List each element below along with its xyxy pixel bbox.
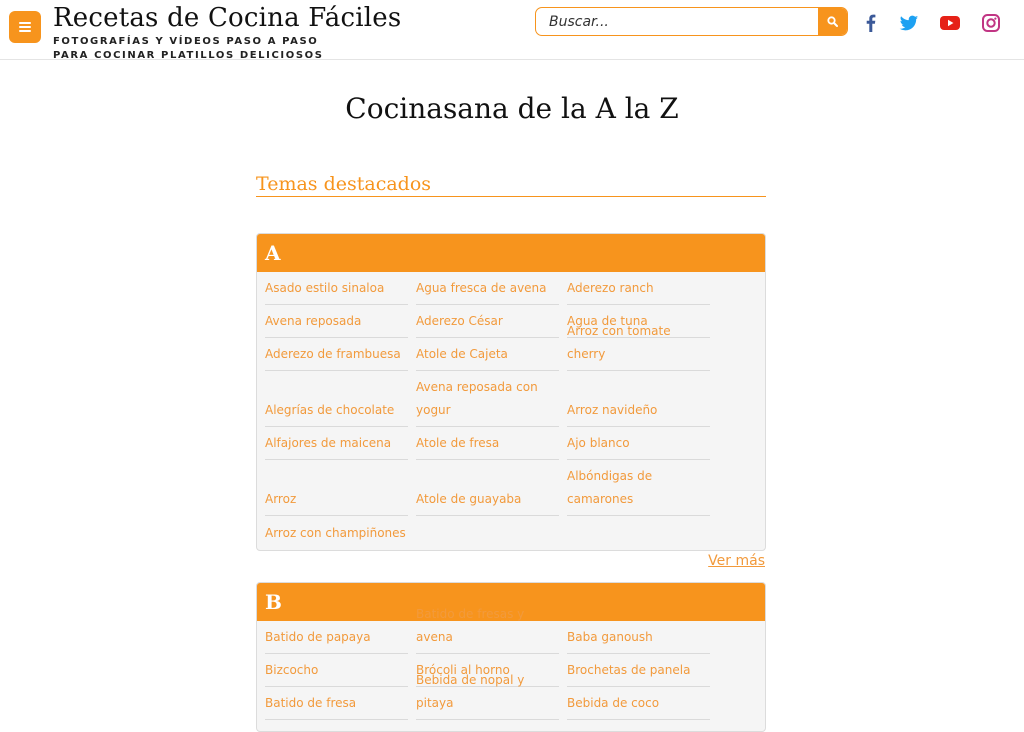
hamburger-icon [19, 22, 31, 24]
recipe-link[interactable]: Alegrías de chocolate [265, 371, 408, 427]
recipe-link[interactable]: Atole de guayaba [416, 460, 559, 516]
section-b-card [256, 582, 766, 732]
menu-button[interactable] [9, 11, 41, 43]
recipe-link[interactable]: Avena reposada con yogur [416, 371, 559, 427]
twitter-icon[interactable] [898, 12, 920, 34]
search-icon [827, 16, 838, 27]
hamburger-icon-bar [19, 30, 31, 32]
section-letter-heading: B [257, 583, 765, 621]
search-box [535, 7, 848, 36]
recipe-link[interactable]: Agua fresca de avena [416, 272, 559, 305]
recipe-link[interactable]: Atole de fresa [416, 427, 559, 460]
recipe-link[interactable]: Batido de papaya [265, 621, 408, 654]
search-button[interactable] [818, 8, 847, 35]
recipe-link[interactable]: Arroz [265, 460, 408, 516]
site-tagline: FOTOGRAFÍAS Y VÍDEOS PASO A PASO PARA COCINAR PLATILLOS DELICIOSOS [53, 36, 324, 61]
recipe-link[interactable]: Agua de tuna [567, 305, 710, 338]
recipe-link[interactable]: Atole de Cajeta [416, 338, 559, 371]
see-more-link[interactable]: Ver más [708, 553, 765, 569]
recipe-link[interactable]: avena [416, 621, 559, 654]
recipe-link[interactable]: Bebida de coco [567, 687, 710, 720]
facebook-icon[interactable] [860, 12, 882, 34]
recipe-link[interactable]: Aderezo de frambuesa [265, 338, 408, 371]
recipe-link[interactable]: Alfajores de maicena [265, 427, 408, 460]
recipe-link[interactable]: Aderezo César [416, 305, 559, 338]
recipe-link[interactable]: Arroz con tomate cherry [567, 338, 710, 371]
recipe-link[interactable]: Asado estilo sinaloa [265, 272, 408, 305]
recipe-link[interactable]: Arroz navideño [567, 371, 710, 427]
recipe-link[interactable]: Bebida de nopal y pitaya [416, 687, 559, 720]
search-input[interactable] [536, 8, 818, 35]
hamburger-icon-bar [19, 26, 31, 28]
recipe-link[interactable]: Batido de fresa [265, 687, 408, 720]
recipe-link[interactable]: Aderezo ranch [567, 272, 710, 305]
recipe-link[interactable]: Arroz con champiñones [265, 526, 406, 540]
recipe-link[interactable]: Baba ganoush [567, 621, 710, 654]
instagram-icon[interactable] [980, 12, 1002, 34]
youtube-icon[interactable] [939, 12, 961, 34]
recipe-link[interactable]: Bizcocho [265, 654, 408, 687]
featured-topics-heading: Temas destacados [256, 172, 766, 197]
recipe-link[interactable]: Avena reposada [265, 305, 408, 338]
site-title[interactable]: Recetas de Cocina Fáciles [53, 3, 402, 33]
recipe-link[interactable]: Brócoli al horno [416, 654, 559, 687]
recipe-link[interactable]: Brochetas de panela [567, 654, 710, 687]
page-title: Cocinasana de la A la Z [345, 92, 679, 125]
site-header [0, 0, 1024, 60]
recipe-link[interactable]: Albóndigas de camarones [567, 460, 710, 516]
section-letter-heading: A [257, 234, 765, 272]
section-a-card [256, 233, 766, 551]
recipe-link[interactable]: Ajo blanco [567, 427, 710, 460]
